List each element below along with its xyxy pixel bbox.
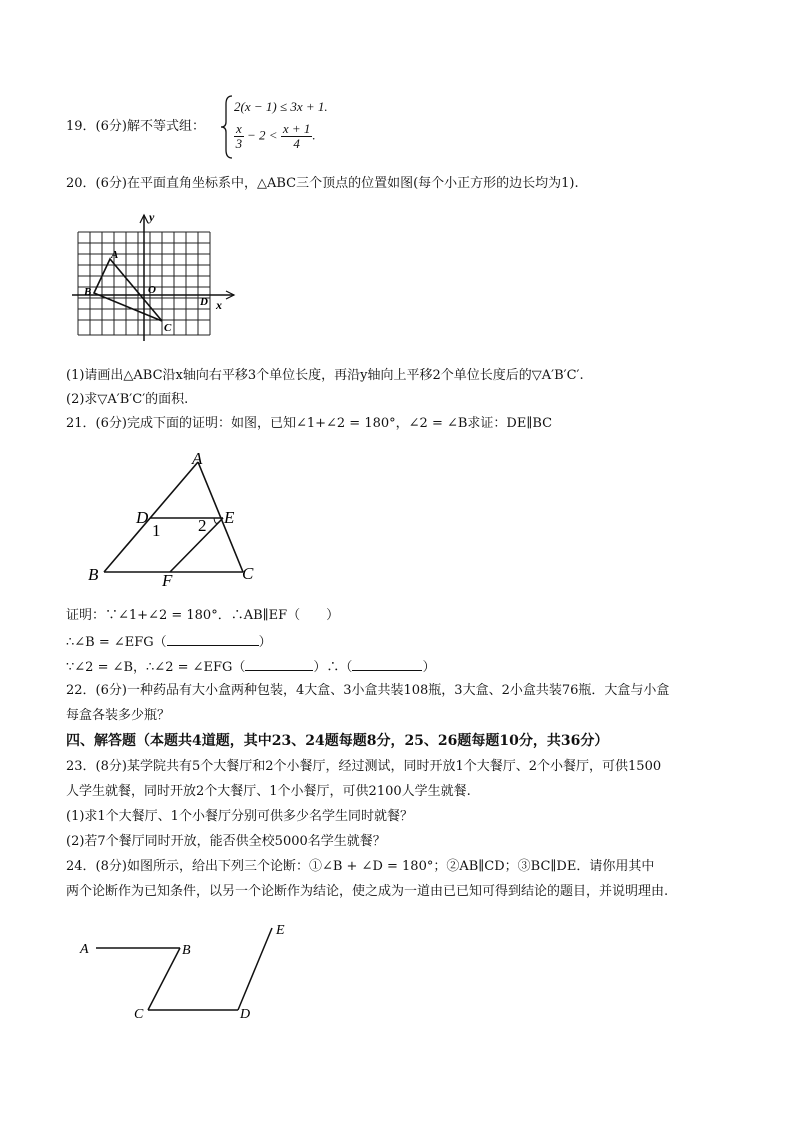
svg-text:E: E — [276, 923, 285, 938]
svg-text:C: C — [164, 322, 172, 334]
svg-text:B: B — [182, 943, 191, 958]
q20-sub2: (2)求▽A′B′C′的面积. — [66, 392, 189, 407]
svg-text:A: A — [111, 249, 119, 261]
svg-text:C: C — [242, 564, 254, 583]
q20-sub1: (1)请画出△ABC沿x轴向右平移3个单位长度，再沿y轴向上平移2个单位长度后的▽A′B′C′. — [66, 368, 584, 383]
svg-text:A: A — [192, 449, 203, 468]
svg-text:B: B — [84, 286, 92, 298]
svg-text:F: F — [162, 571, 173, 590]
q19-line1: 2(x − 1) ≤ 3x + 1. — [234, 99, 328, 114]
q22-line2: 每盒各装多少瓶？ — [66, 708, 171, 723]
q23-sub2: (2)若7个餐厅同时开放，能否供全校5000名学生就餐？ — [66, 834, 386, 849]
q24-line1: 24．(8分)如图所示，给出下列三个论断：①∠B + ∠D = 180°；②AB∥CD；③BC∥DE．请你用其中 — [66, 859, 655, 874]
svg-text:C: C — [134, 1007, 144, 1022]
q21-text: 21．(6分)完成下面的证明：如图，已知∠1+∠2 = 180°，∠2 = ∠B求证：DE∥BC — [66, 416, 553, 431]
svg-text:D: D — [136, 508, 149, 527]
q23-line1: 23．(8分)某学院共有5个大餐厅和2个小餐厅，经过测试，同时开放1个大餐厅、2个小餐厅，可供1500 — [66, 759, 662, 774]
svg-text:O: O — [148, 284, 156, 296]
q21-proof1: 证明：∵∠1+∠2 = 180°．∴AB∥EF（ ） — [66, 608, 340, 623]
q20-text: 20．(6分)在平面直角坐标系中，△ABC三个顶点的位置如图(每个小正方形的边长均为1). — [66, 176, 579, 191]
svg-text:D: D — [240, 1007, 251, 1022]
q21-proof2: ∴∠B = ∠EFG（ ） — [66, 631, 272, 653]
q21-proof3: ∵∠2 = ∠B，∴∠2 = ∠EFG（ ）∴（ ） — [66, 656, 435, 678]
q24-parallel-figure — [72, 918, 302, 1028]
q20-coordinate-figure — [66, 205, 246, 345]
svg-text:2: 2 — [198, 516, 207, 535]
svg-text:A: A — [80, 942, 89, 957]
q19-prefix: 19．(6分)解不等式组： — [66, 119, 205, 134]
q24-line2: 两个论断作为已知条件，以另一个论断作为结论，使之成为一道由已已知可得到结论的题目，并说明理由. — [66, 884, 669, 899]
q19-frac1: $\frac{x}{3}$ — [235, 121, 243, 151]
x-label: x — [216, 298, 222, 312]
q19-line2: $\frac{x}{3}$ − 2 < $\frac{x + 1}{4}$ . — [235, 121, 316, 151]
svg-text:B: B — [88, 565, 99, 584]
svg-text:D: D — [200, 296, 208, 308]
svg-text:1: 1 — [152, 521, 161, 540]
q19-frac2: $\frac{x + 1}{4}$ — [282, 121, 311, 151]
q21-triangle-figure — [78, 446, 278, 592]
q23-line2: 人学生就餐，同时开放2个大餐厅、1个小餐厅，可供2100人学生就餐. — [66, 784, 471, 799]
svg-text:E: E — [224, 508, 235, 527]
section-4-heading: 四、解答题（本题共4道题，其中23、24题每题8分，25、26题每题10分，共36分） — [66, 733, 609, 749]
q23-sub1: (1)求1个大餐厅、1个小餐厅分别可供多少名学生同时就餐？ — [66, 809, 413, 824]
q19-brace — [220, 94, 234, 160]
q22-line1: 22．(6分)一种药品有大小盒两种包装，4大盒、3小盒共装108瓶，3大盒、2小盒共装76瓶．大盒与小盒 — [66, 683, 670, 698]
y-label: y — [149, 210, 155, 224]
